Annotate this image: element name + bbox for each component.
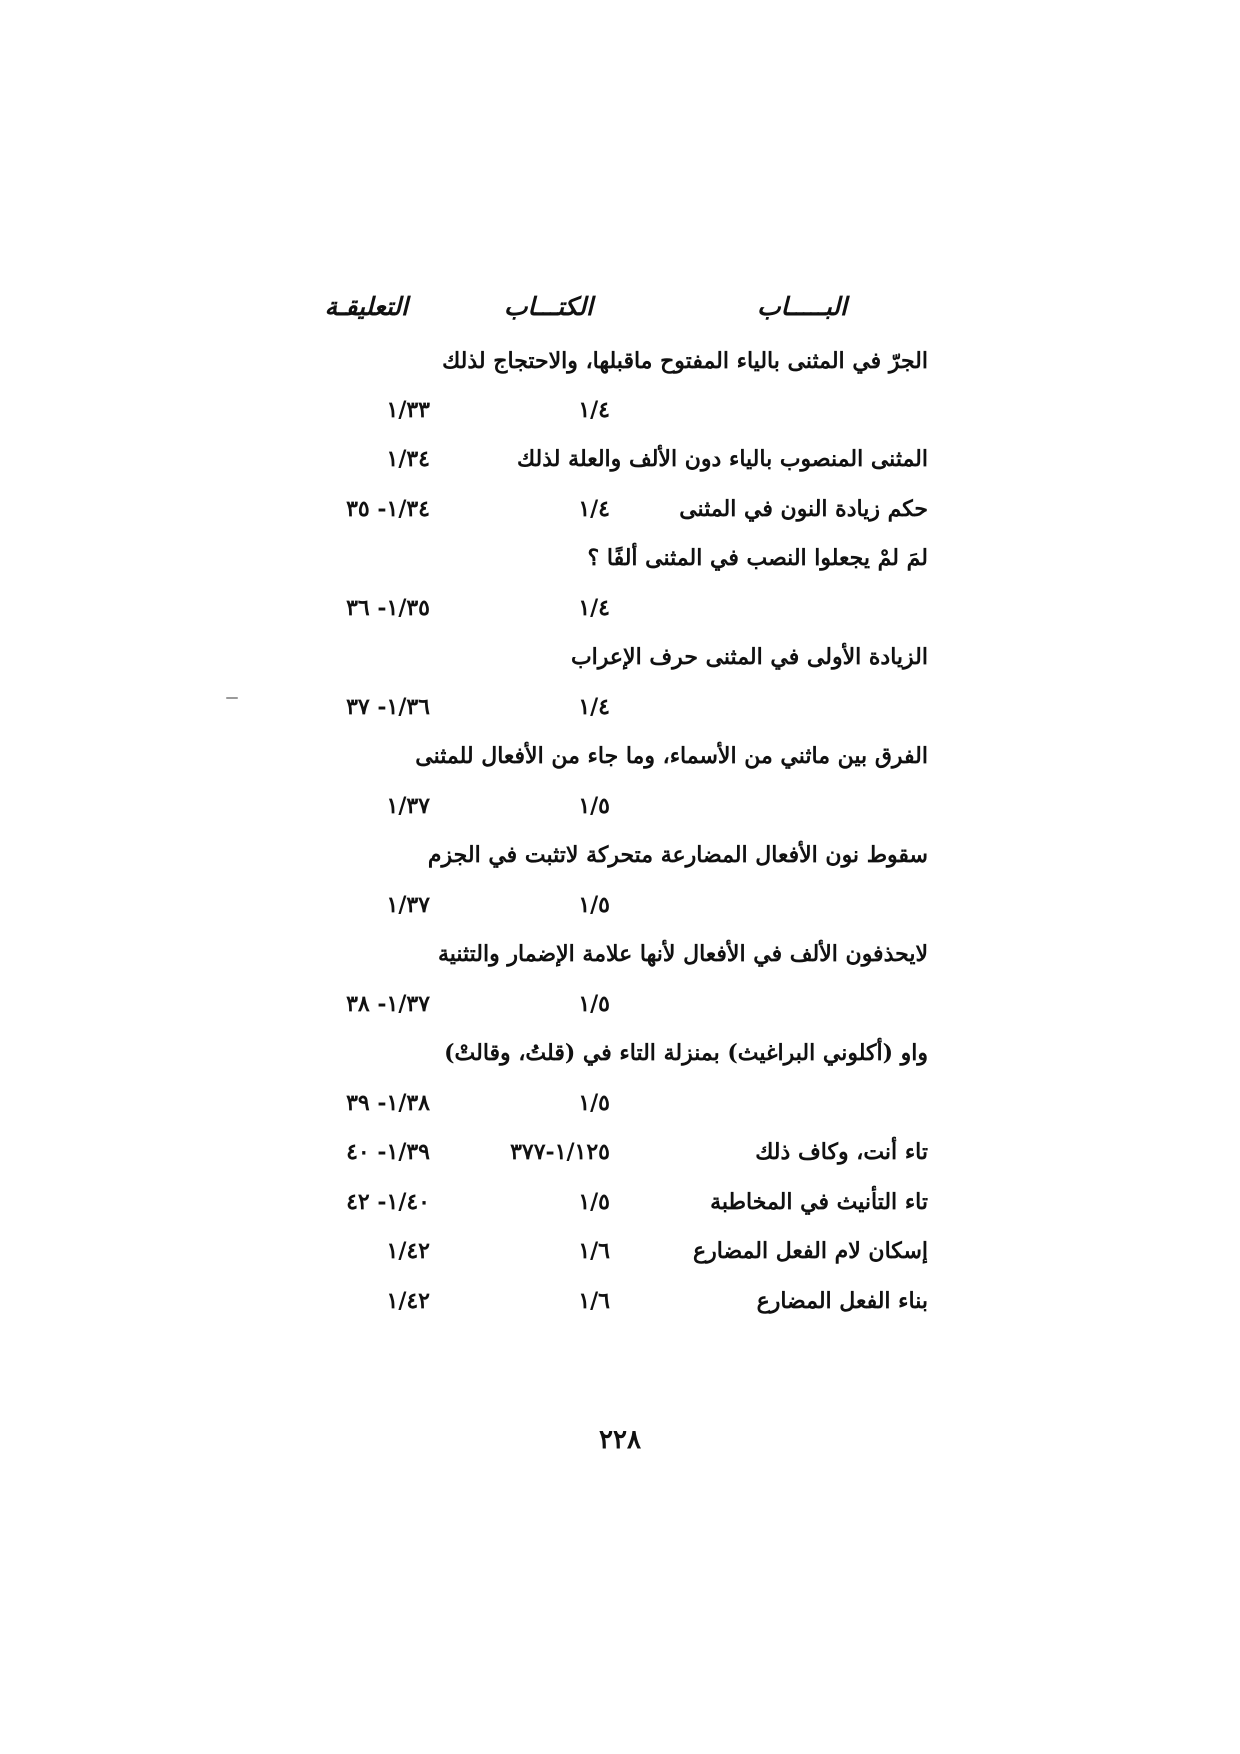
commentary-reference: ١/٣٧ xyxy=(386,793,430,819)
header-chapter: البـــــاب xyxy=(757,292,847,321)
book-reference: ١/٥ xyxy=(578,1189,610,1215)
index-row xyxy=(0,983,1240,1033)
chapter-title: لايحذفون الألف في الأفعال لأنها علامة الإضمار والتثنية xyxy=(437,941,928,967)
book-reference: ١/٥ xyxy=(578,892,610,918)
header-book: الكتـــاب xyxy=(503,292,593,321)
chapter-title: الفرق بين ماثني من الأسماء، وما جاء من الأفعال للمثنى xyxy=(415,743,928,769)
chapter-title: المثنى المنصوب بالياء دون الألف والعلة لذلك xyxy=(517,446,928,472)
index-row xyxy=(0,488,1240,538)
index-row xyxy=(0,686,1240,736)
chapter-title: تاء التأنيث في المخاطبة xyxy=(710,1189,928,1215)
chapter-title: إسكان لام الفعل المضارع xyxy=(693,1238,928,1264)
index-row xyxy=(0,785,1240,835)
book-reference: ١/٤ xyxy=(578,397,610,423)
index-row xyxy=(0,834,1240,884)
chapter-title: الجرّ في المثنى بالياء المفتوح ماقبلها، والاحتجاج لذلك xyxy=(442,348,928,374)
chapter-title: واو (أكلوني البراغيث) بمنزلة التاء في (قلتُ، وقالتْ) xyxy=(444,1040,928,1066)
index-row xyxy=(0,1230,1240,1280)
book-reference: ١/١٢٥-٣٧٧ xyxy=(510,1139,610,1165)
chapter-title: حكم زيادة النون في المثنى xyxy=(679,496,928,522)
index-row xyxy=(0,1082,1240,1132)
index-row xyxy=(0,1131,1240,1181)
commentary-reference: ١/٣٣ xyxy=(386,397,430,423)
commentary-reference: ١/٣٤ xyxy=(386,446,430,472)
commentary-reference: ١/٣٧- ٣٨ xyxy=(346,991,430,1017)
scan-speck xyxy=(226,697,238,699)
index-row xyxy=(0,1280,1240,1330)
commentary-reference: ١/٣٨- ٣٩ xyxy=(346,1090,430,1116)
commentary-reference: ١/٣٦- ٣٧ xyxy=(346,694,430,720)
commentary-reference: ١/٣٥- ٣٦ xyxy=(346,595,430,621)
commentary-reference: ١/٤٠- ٤٢ xyxy=(346,1189,430,1215)
commentary-reference: ١/٤٢ xyxy=(386,1238,430,1264)
book-reference: ١/٤ xyxy=(578,595,610,621)
index-row xyxy=(0,1181,1240,1231)
page-number: ٢٢٨ xyxy=(599,1425,641,1455)
chapter-title: تاء أنت، وكاف ذلك xyxy=(755,1139,928,1165)
index-row xyxy=(0,537,1240,587)
commentary-reference: ١/٣٩- ٤٠ xyxy=(346,1139,430,1165)
index-row xyxy=(0,933,1240,983)
commentary-reference: ١/٤٢ xyxy=(386,1288,430,1314)
book-reference: ١/٥ xyxy=(578,1090,610,1116)
index-row xyxy=(0,340,1240,390)
index-row xyxy=(0,389,1240,439)
book-reference: ١/٦ xyxy=(578,1288,610,1314)
index-row xyxy=(0,735,1240,785)
commentary-reference: ١/٣٧ xyxy=(386,892,430,918)
book-reference: ١/٥ xyxy=(578,991,610,1017)
book-reference: ١/٤ xyxy=(578,496,610,522)
index-row xyxy=(0,884,1240,934)
index-row xyxy=(0,636,1240,686)
index-row xyxy=(0,438,1240,488)
book-reference: ١/٦ xyxy=(578,1238,610,1264)
chapter-title: الزيادة الأولى في المثنى حرف الإعراب xyxy=(570,644,928,670)
book-reference: ١/٤ xyxy=(578,694,610,720)
index-row xyxy=(0,1032,1240,1082)
chapter-title: بناء الفعل المضارع xyxy=(756,1288,928,1314)
index-row xyxy=(0,587,1240,637)
chapter-title: سقوط نون الأفعال المضارعة متحركة لاتثبت في الجزم xyxy=(427,842,928,868)
book-reference: ١/٥ xyxy=(578,793,610,819)
header-commentary: التعليقـة xyxy=(324,292,408,321)
chapter-title: لمَ لمْ يجعلوا النصب في المثنى ألفًا ؟ xyxy=(587,545,928,571)
commentary-reference: ١/٣٤- ٣٥ xyxy=(346,496,430,522)
